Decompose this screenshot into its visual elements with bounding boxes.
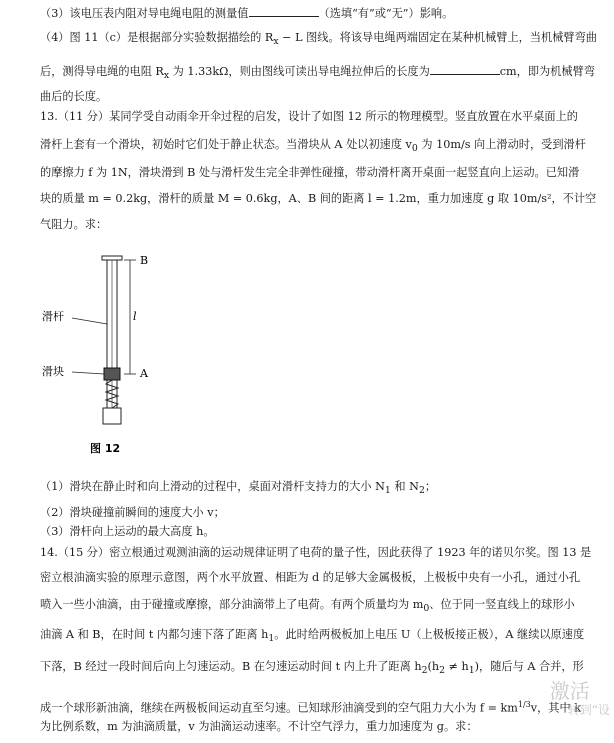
rod-top-cap (102, 256, 122, 260)
subscript: 2 (421, 665, 428, 677)
q14-line6 (40, 698, 581, 716)
text-segment: （选填“有”或“无”）影响。 (318, 7, 454, 20)
q14-line5 (40, 660, 584, 678)
q13-line3: 的摩擦力 f 为 1N，滑块滑到 B 处与滑杆发生完全非弹性碰撞，带动滑杆离开桌面一起竖直向上运动。已知滑 (40, 166, 580, 179)
figure-12-diagram (40, 250, 180, 460)
q14-line7: 为比例系数，m 为油滴质量，v 为油滴运动速率。不计空气浮力，重力加速度为 g。求： (40, 720, 478, 733)
slider-block (104, 368, 120, 380)
q-part3-line (40, 6, 453, 21)
superscript: 1/3 (517, 700, 531, 709)
text-segment: 成一个球形新油滴，继续在两极板间运动直至匀速。已知球形油滴受到的空气阻力大小为 f = km (40, 701, 518, 715)
answer-blank (430, 64, 500, 75)
text-segment: 。此时给两极板加上电压 U（上极板接正极），A 继续以原速度 (274, 628, 585, 641)
text-segment: cm，即为机械臂弯 (499, 65, 595, 78)
figure-caption: 图 12 (90, 442, 121, 455)
label-l: l (133, 310, 137, 323)
subscript: x (163, 70, 170, 82)
text-segment: （4）图 11（c）是根据部分实验数据描绘的 R (40, 31, 274, 44)
text-segment: 为 1.33kΩ，则由图线可读出导电绳拉伸后的长度为 (169, 65, 430, 78)
q14-line2: 密立根油滴实验的原理示意图，两个水平放置、相距为 d 的足够大金属极板，上极板中央有一小孔，通过小孔 (40, 571, 581, 584)
subscript: 0 (411, 143, 418, 155)
q-part4-line2 (40, 64, 595, 83)
text-segment: 下落，B 经过一段时间后向上匀速运动。B 在匀速运动时间 t 内上升了距离 h (40, 660, 422, 673)
text-segment: ≠ h (445, 660, 469, 673)
q13-sub2: （2）滑块碰撞前瞬间的速度大小 v； (40, 506, 225, 519)
q-part4-line3: 曲后的长度。 (40, 90, 108, 103)
subscript: 1 (384, 485, 391, 497)
q-part4-line1 (40, 31, 597, 49)
text-segment: )，随后与 A 合并，形 (474, 660, 584, 673)
q14-line1: 14.（15 分）密立根通过观测油滴的运动规律证明了电荷的量子性，因此获得了 1923 年的诺贝尔奖。图 13 是 (40, 546, 592, 559)
label-block: 滑块 (42, 365, 64, 378)
label-b: B (140, 254, 149, 267)
text-segment: − L 图线。将该导电绳两端固定在某种机械臂上，当机械臂弯曲 (278, 31, 597, 44)
activation-watermark (550, 680, 610, 718)
q13-sub3: （3）滑杆向上运动的最大高度 h。 (40, 525, 215, 538)
q13-line5: 气阻力。求： (40, 218, 108, 231)
text-segment: （3）该电压表内阻对导电绳电阻的测量值 (40, 7, 249, 20)
text-segment: 和 N (390, 480, 419, 493)
text-segment: v，其中 k (530, 701, 581, 715)
text-segment: 滑杆上套有一个滑块，初始时它们处于静止状态。当滑块从 A 处以初速度 v (40, 138, 412, 151)
q14-line3 (40, 598, 575, 616)
watermark-line1: 激活 (549, 679, 590, 703)
subscript: 2 (439, 665, 446, 677)
subscript: x (273, 36, 279, 48)
text-segment: ； (424, 480, 437, 493)
subscript: 1 (468, 665, 475, 677)
q13-sub1 (40, 480, 436, 498)
watermark-line2: 转到“设 (567, 703, 610, 717)
label-a: A (140, 367, 148, 380)
text-segment: 后，测得导电绳的电阻 R (40, 65, 164, 78)
rod-base (103, 408, 121, 424)
q14-line4 (40, 628, 584, 646)
q13-line1: 13.（11 分）某同学受自动雨伞开伞过程的启发，设计了如图 12 所示的物理模型。竖直放置在水平桌面上的 (40, 110, 578, 123)
subscript: 1 (268, 633, 275, 645)
answer-blank (249, 6, 319, 17)
text-segment: 为 10m/s 向上滑动时，受到滑杆 (417, 138, 586, 151)
text-segment: (h (427, 660, 440, 673)
subscript: 0 (423, 603, 430, 615)
text-segment: 、位于同一竖直线上的球形小 (429, 598, 575, 611)
text-segment: （1）滑块在静止时和向上滑动的过程中，桌面对滑杆支持力的大小 N (40, 480, 385, 493)
q13-line4: 块的质量 m = 0.2kg，滑杆的质量 M = 0.6kg，A、B 间的距离 l = 1.2m，重力加速度 g 取 10m/s²，不计空 (40, 192, 597, 205)
subscript: 2 (418, 485, 425, 497)
q13-line2 (40, 138, 586, 156)
label-rod: 滑杆 (42, 310, 64, 323)
text-segment: 油滴 A 和 B，在时间 t 内都匀速下落了距离 h (40, 628, 269, 641)
text-segment: 喷入一些小油滴，由于碰撞或摩擦，部分油滴带上了电荷。有两个质量均为 m (40, 598, 424, 611)
